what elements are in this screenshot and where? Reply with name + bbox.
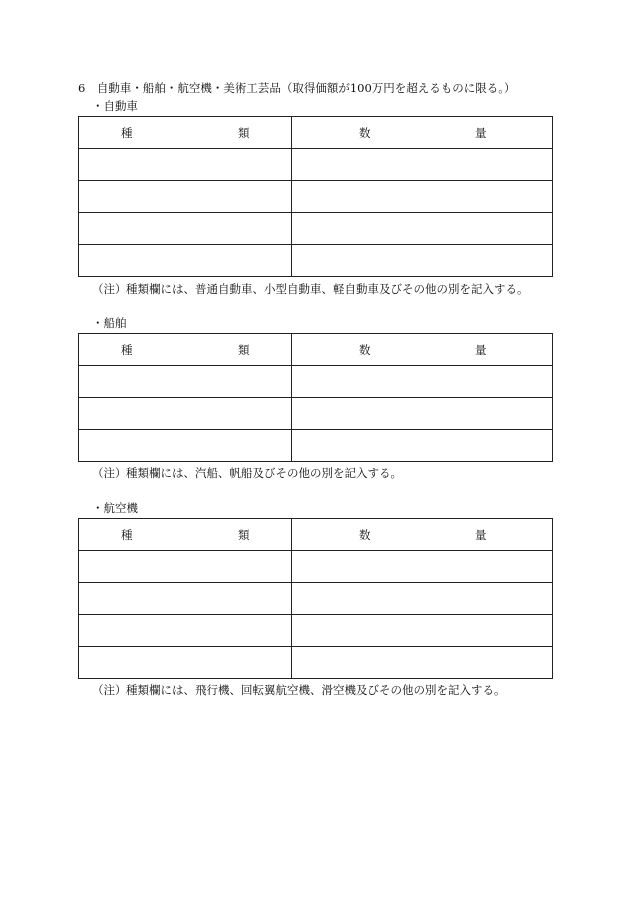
qty-header-char2: 量 (475, 126, 487, 140)
note-mark: （注） (92, 282, 127, 296)
kind-header-char2: 類 (238, 528, 250, 542)
kind-header-char1: 種 (121, 126, 133, 140)
table-row (79, 647, 553, 679)
qty-header-cell (292, 117, 553, 149)
qty-cell[interactable] (292, 149, 553, 181)
car-note (92, 282, 529, 296)
section-heading: 6 自動車・船舶・航空機・美術工芸品（取得価額が100万円を超えるものに限る。） (78, 81, 516, 95)
qty-header-char1: 数 (359, 343, 371, 357)
car-table (78, 116, 553, 277)
ship-table (78, 333, 553, 462)
aircraft-note (92, 683, 506, 697)
qty-cell[interactable] (292, 430, 553, 462)
table-row (79, 583, 553, 615)
aircraft-subtitle: ・航空機 (92, 501, 138, 515)
qty-cell[interactable] (292, 245, 553, 277)
kind-cell[interactable] (79, 551, 292, 583)
ship-table-header (79, 334, 553, 366)
kind-header-char2: 類 (238, 126, 250, 140)
qty-cell[interactable] (292, 615, 553, 647)
table-row (79, 615, 553, 647)
kind-header-cell (79, 334, 292, 366)
kind-header-cell (79, 117, 292, 149)
kind-header-char1: 種 (121, 343, 133, 357)
kind-cell[interactable] (79, 181, 292, 213)
qty-cell[interactable] (292, 213, 553, 245)
kind-cell[interactable] (79, 647, 292, 679)
qty-cell[interactable] (292, 583, 553, 615)
kind-cell[interactable] (79, 430, 292, 462)
ship-note (92, 466, 402, 480)
note-text: 種類欄には、普通自動車、小型自動車、軽自動車及びその他の別を記入する。 (126, 282, 529, 296)
qty-header-char2: 量 (475, 343, 487, 357)
kind-cell[interactable] (79, 149, 292, 181)
kind-cell[interactable] (79, 213, 292, 245)
qty-cell[interactable] (292, 181, 553, 213)
qty-cell[interactable] (292, 647, 553, 679)
table-row (79, 551, 553, 583)
kind-cell[interactable] (79, 615, 292, 647)
table-row (79, 398, 553, 430)
table-row (79, 366, 553, 398)
aircraft-table-header (79, 519, 553, 551)
qty-cell[interactable] (292, 366, 553, 398)
note-text: 種類欄には、汽船、帆船及びその他の別を記入する。 (126, 466, 402, 480)
car-subtitle: ・自動車 (92, 99, 138, 113)
kind-header-char1: 種 (121, 528, 133, 542)
qty-header-cell (292, 334, 553, 366)
kind-cell[interactable] (79, 245, 292, 277)
ship-subtitle: ・船舶 (92, 316, 127, 330)
note-text: 種類欄には、飛行機、回転翼航空機、滑空機及びその他の別を記入する。 (126, 683, 506, 697)
kind-header-cell (79, 519, 292, 551)
note-mark: （注） (92, 683, 127, 697)
qty-header-char1: 数 (359, 126, 371, 140)
kind-cell[interactable] (79, 398, 292, 430)
car-table-header (79, 117, 553, 149)
kind-cell[interactable] (79, 366, 292, 398)
note-mark: （注） (92, 466, 127, 480)
aircraft-table (78, 518, 553, 679)
table-row (79, 181, 553, 213)
table-row (79, 149, 553, 181)
qty-cell[interactable] (292, 551, 553, 583)
kind-cell[interactable] (79, 583, 292, 615)
qty-header-char1: 数 (359, 528, 371, 542)
table-row (79, 213, 553, 245)
qty-cell[interactable] (292, 398, 553, 430)
table-row (79, 245, 553, 277)
table-row (79, 430, 553, 462)
qty-header-char2: 量 (475, 528, 487, 542)
qty-header-cell (292, 519, 553, 551)
kind-header-char2: 類 (238, 343, 250, 357)
